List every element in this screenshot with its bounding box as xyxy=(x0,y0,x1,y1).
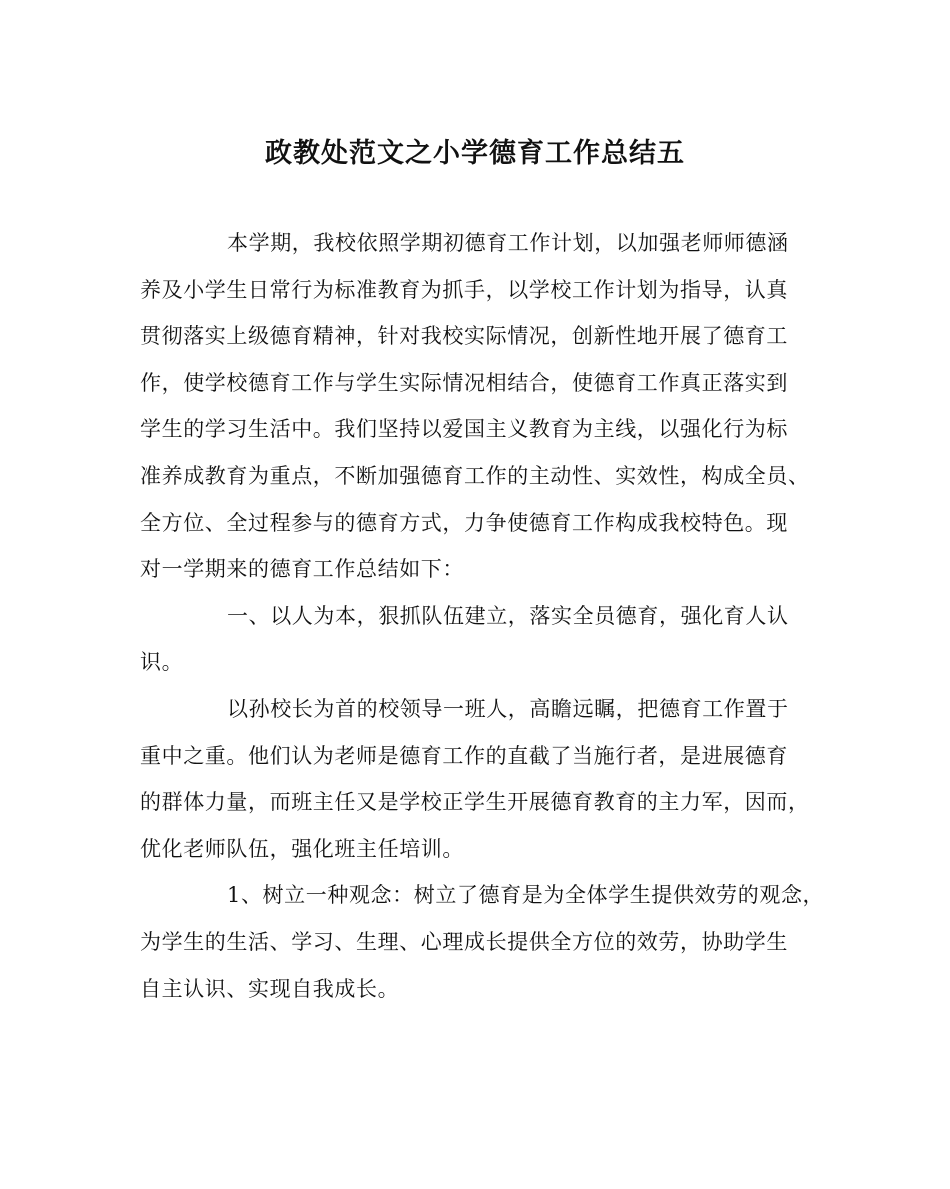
paragraph-line: 贯彻落实上级德育精神，针对我校实际情况，创新性地开展了德育工 xyxy=(140,324,788,349)
section-heading-line: 一、以人为本，狠抓队伍建立，落实全员德育，强化育人认 xyxy=(227,603,789,628)
paragraph-line: 对一学期来的德育工作总结如下： xyxy=(140,557,464,582)
section-heading-line: 识。 xyxy=(140,650,184,675)
paragraph-line: 自主认识、实现自我成长。 xyxy=(140,976,400,1001)
document-title: 政教处范文之小学德育工作总结五 xyxy=(265,138,685,169)
paragraph-line: 全方位、全过程参与的德育方式，力争使德育工作构成我校特色。现 xyxy=(140,510,788,535)
paragraph-line: 1、树立一种观念：树立了德育是为全体学生提供效劳的观念， xyxy=(227,883,825,908)
paragraph-line: 学生的学习生活中。我们坚持以爱国主义教育为主线，以强化行为标 xyxy=(140,417,788,442)
paragraph-line: 本学期，我校依照学期初德育工作计划，以加强老师师德涵 xyxy=(227,231,789,255)
document-body xyxy=(140,220,830,1012)
paragraph-line: 的群体力量，而班主任又是学校正学生开展德育教育的主力军，因而， xyxy=(140,790,810,815)
paragraph-line: 作，使学校德育工作与学生实际情况相结合，使德育工作真正落实到 xyxy=(140,370,788,395)
paragraph-line: 为学生的生活、学习、生理、心理成长提供全方位的效劳，协助学生 xyxy=(140,929,788,954)
paragraph-line: 优化老师队伍，强化班主任培训。 xyxy=(140,836,464,861)
paragraph-line: 准养成教育为重点，不断加强德育工作的主动性、实效性，构成全员、 xyxy=(140,463,810,488)
paragraph-line: 重中之重。他们认为老师是德育工作的直截了当施行者，是进展德育 xyxy=(140,743,788,768)
paragraph-line: 以孙校长为首的校领导一班人，高瞻远瞩，把德育工作置于 xyxy=(227,696,789,721)
paragraph-line: 养及小学生日常行为标准教育为抓手，以学校工作计划为指导，认真 xyxy=(140,277,788,302)
